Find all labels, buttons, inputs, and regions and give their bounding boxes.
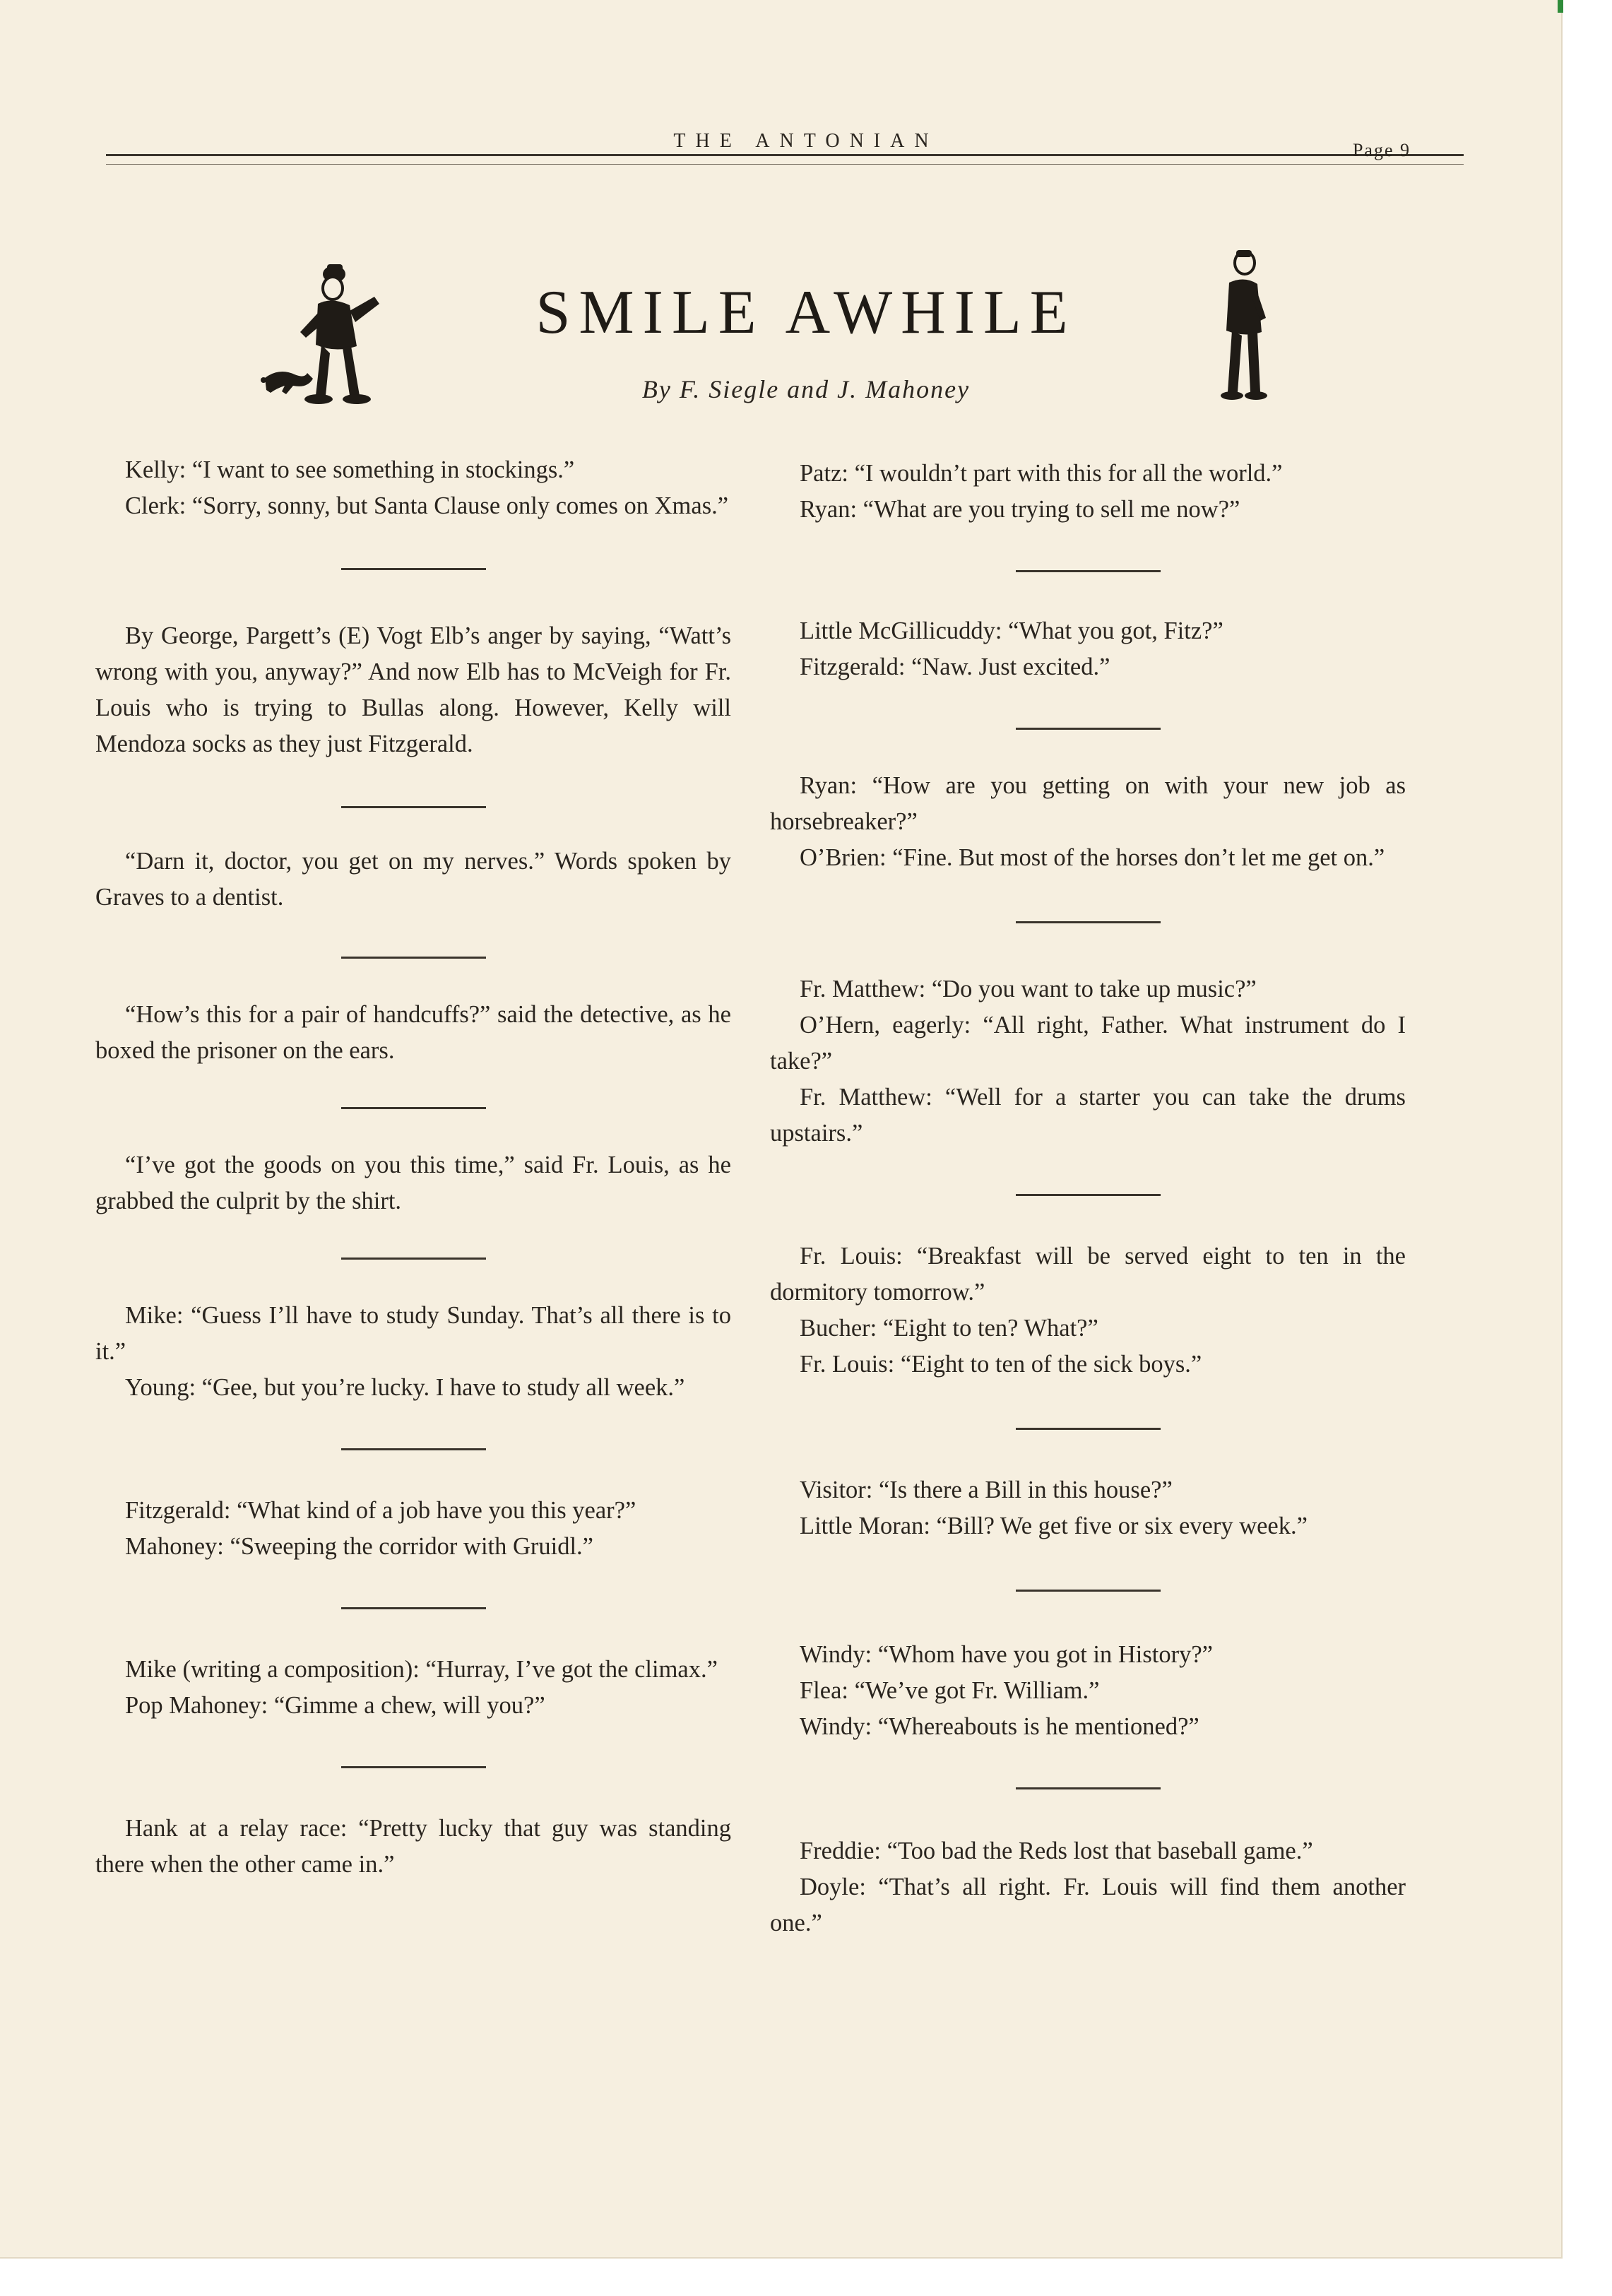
cartoon-man-with-dog-icon bbox=[251, 254, 385, 413]
page-edge-mark bbox=[1558, 0, 1563, 13]
joke-line: Patz: “I wouldn’t part with this for all the world.” bbox=[800, 460, 1283, 487]
joke-line: Pop Mahoney: “Gimme a chew, will you?” bbox=[125, 1692, 545, 1719]
joke-line: Little McGillicuddy: “What you got, Fitz?” bbox=[800, 617, 1223, 644]
publication-title: THE ANTONIAN bbox=[673, 130, 939, 152]
joke-line: Hank at a relay race: “Pretty lucky that guy was standing there when the other came in.” bbox=[95, 1815, 731, 1878]
right-column bbox=[770, 456, 1406, 1941]
joke-line: Ryan: “How are you getting on with your new job as horsebreaker?” bbox=[770, 772, 1406, 835]
joke-line: Fr. Matthew: “Do you want to take up music?” bbox=[800, 976, 1257, 1002]
joke-line: Mike: “Guess I’ll have to study Sunday. That’s all there is to it.” bbox=[95, 1302, 731, 1365]
joke-line: O’Hern, eagerly: “All right, Father. What instrument do I take?” bbox=[770, 1012, 1406, 1075]
separator-rule bbox=[1016, 1194, 1161, 1196]
separator-rule bbox=[341, 1448, 486, 1450]
separator-rule bbox=[341, 1766, 486, 1768]
joke-line: Young: “Gee, but you’re lucky. I have to study all week.” bbox=[125, 1374, 685, 1401]
article-byline: By F. Siegle and J. Mahoney bbox=[641, 375, 971, 403]
page-number: Page 9 bbox=[1352, 140, 1411, 160]
joke-line: Freddie: “Too bad the Reds lost that baseball game.” bbox=[800, 1838, 1313, 1864]
article-title: SMILE AWHILE bbox=[535, 278, 1077, 347]
separator-rule bbox=[1016, 921, 1161, 923]
joke bbox=[95, 1147, 731, 1219]
joke-line: Mike (writing a composition): “Hurray, I’ve got the climax.” bbox=[125, 1656, 718, 1683]
joke-line: Doyle: “That’s all right. Fr. Louis will find them another one.” bbox=[770, 1874, 1406, 1936]
separator-rule bbox=[341, 806, 486, 808]
joke-line: Kelly: “I want to see something in stockings.” bbox=[125, 456, 575, 483]
cartoon-man-standing-icon bbox=[1201, 247, 1272, 410]
joke bbox=[770, 613, 1406, 685]
separator-rule bbox=[341, 1258, 486, 1260]
joke-line: Windy: “Whom have you got in History?” bbox=[800, 1641, 1213, 1668]
header-rule bbox=[106, 154, 1464, 156]
joke bbox=[770, 1637, 1406, 1745]
joke-line: “Darn it, doctor, you get on my nerves.” Words spoken by Graves to a dentist. bbox=[95, 848, 731, 911]
joke-line: Ryan: “What are you trying to sell me now?” bbox=[800, 496, 1240, 523]
joke-line: O’Brien: “Fine. But most of the horses don’t let me get on.” bbox=[800, 844, 1385, 871]
joke bbox=[770, 1833, 1406, 1941]
joke bbox=[95, 452, 731, 524]
separator-rule bbox=[1016, 1590, 1161, 1592]
joke bbox=[95, 997, 731, 1069]
separator-rule bbox=[1016, 1428, 1161, 1430]
joke bbox=[95, 1298, 731, 1406]
joke bbox=[95, 1811, 731, 1883]
separator-rule bbox=[341, 957, 486, 959]
joke bbox=[95, 1493, 731, 1565]
header-rule-thin bbox=[106, 164, 1464, 165]
separator-rule bbox=[1016, 1787, 1161, 1789]
joke bbox=[770, 768, 1406, 876]
separator-rule bbox=[1016, 728, 1161, 730]
joke bbox=[770, 456, 1406, 528]
joke-line: “How’s this for a pair of handcuffs?” said the detective, as he boxed the prisoner on the ears. bbox=[95, 1001, 731, 1064]
separator-rule bbox=[1016, 570, 1161, 572]
joke-line: “I’ve got the goods on you this time,” said Fr. Louis, as he grabbed the culprit by the shirt. bbox=[95, 1152, 731, 1214]
joke bbox=[95, 1652, 731, 1724]
joke-line: Windy: “Whereabouts is he mentioned?” bbox=[800, 1713, 1199, 1740]
joke-line: Visitor: “Is there a Bill in this house?” bbox=[800, 1477, 1173, 1503]
joke-line: Flea: “We’ve got Fr. William.” bbox=[800, 1677, 1100, 1704]
joke bbox=[770, 1238, 1406, 1383]
joke-line: Fr. Louis: “Breakfast will be served eight to ten in the dormitory tomorrow.” bbox=[770, 1243, 1406, 1306]
joke-line: Mahoney: “Sweeping the corridor with Gruidl.” bbox=[125, 1533, 593, 1560]
joke-line: Fitzgerald: “What kind of a job have you this year?” bbox=[125, 1497, 636, 1524]
joke bbox=[95, 618, 731, 762]
joke bbox=[95, 844, 731, 916]
joke-line: Fr. Louis: “Eight to ten of the sick boys.” bbox=[800, 1351, 1202, 1378]
joke-line: Little Moran: “Bill? We get five or six every week.” bbox=[800, 1513, 1308, 1539]
left-column bbox=[95, 452, 731, 1883]
joke-line: Bucher: “Eight to ten? What?” bbox=[800, 1315, 1098, 1342]
joke-line: By George, Pargett’s (E) Vogt Elb’s anger by saying, “Watt’s wrong with you, anyway?” And now Elb has to McVeigh for Fr. Louis who is trying to Bullas along. However, Kelly will Mendoza socks as they just Fitzgerald. bbox=[95, 622, 731, 757]
separator-rule bbox=[341, 1107, 486, 1109]
joke bbox=[770, 971, 1406, 1152]
separator-rule bbox=[341, 568, 486, 570]
joke-line: Clerk: “Sorry, sonny, but Santa Clause only comes on Xmas.” bbox=[125, 492, 729, 519]
joke-line: Fr. Matthew: “Well for a starter you can take the drums upstairs.” bbox=[770, 1084, 1406, 1147]
joke-line: Fitzgerald: “Naw. Just excited.” bbox=[800, 653, 1110, 680]
joke bbox=[770, 1472, 1406, 1544]
separator-rule bbox=[341, 1607, 486, 1609]
